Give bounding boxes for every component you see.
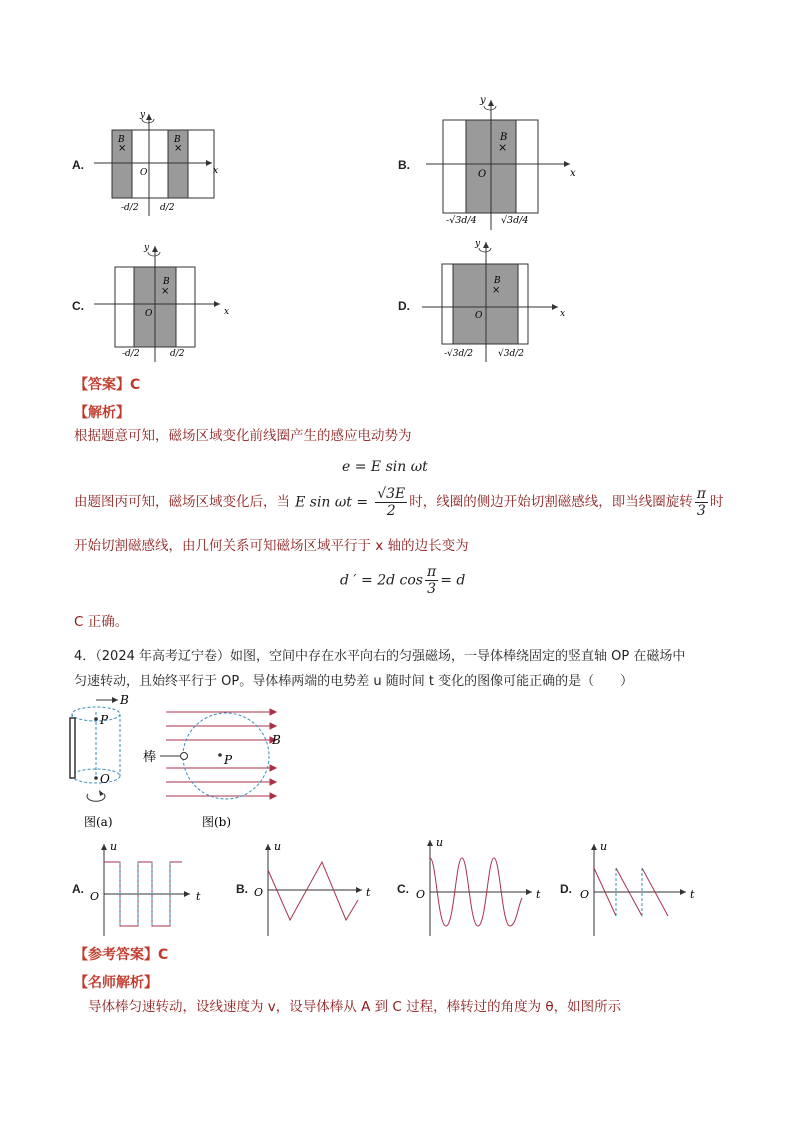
ref-answer-tag: 【参考答案】 [74, 947, 158, 963]
graph-a [86, 840, 216, 940]
option-b-y: y [480, 95, 486, 106]
option-a-b2: B [174, 135, 181, 145]
graph-a-label: A. [72, 882, 84, 896]
answer-value: C [130, 377, 141, 393]
option-d-x: x [560, 309, 566, 319]
option-d-tick-right: √3d/2 [498, 349, 524, 359]
graph-b-u: u [274, 840, 282, 853]
option-c-label: C. [72, 299, 84, 313]
option-c-diagram [90, 240, 240, 365]
analysis-line2-pi: $\frac{\pi}{3}$ [696, 486, 706, 520]
analysis-tag: 【解析】 [74, 405, 130, 421]
graph-d-t: t [690, 888, 695, 901]
option-c-tick-left: -d/2 [122, 349, 140, 359]
option-d-label: D. [398, 299, 410, 313]
graph-c-label: C. [397, 882, 409, 896]
option-c-y: y [144, 243, 150, 253]
teacher-line1: 导体棒匀速转动，设线速度为 v，设导体棒从 A 到 C 过程，棒转过的角度为 θ，如图所示 [88, 999, 622, 1015]
analysis-formula1: e = E sin ωt [342, 459, 428, 475]
svg-text:×: × [118, 143, 127, 154]
figure-b-caption: 图(b) [202, 815, 232, 829]
option-a-b1: B [118, 135, 125, 145]
svg-text:×: × [161, 286, 170, 297]
option-a-origin: O [140, 168, 148, 178]
figure-a-o: O [100, 772, 110, 786]
graph-b-t: t [366, 886, 371, 899]
option-b-tick-right: √3d/4 [501, 215, 529, 226]
option-a-label: A. [72, 158, 84, 172]
teacher-tag: 【名师解析】 [74, 975, 158, 991]
svg-text:×: × [492, 285, 501, 296]
answer-tag: 【答案】 [74, 377, 130, 393]
option-a-y: y [140, 110, 146, 120]
graph-b-o: O [254, 886, 264, 899]
figure-a-b: B [120, 693, 129, 707]
analysis-line2-c: 时 [709, 493, 724, 510]
figure-b-p: P [224, 753, 233, 767]
analysis-line3: 开始切割磁感线，由几何关系可知磁场区域平行于 x 轴的边长变为 [74, 538, 469, 554]
option-c-tick-right: d/2 [170, 349, 185, 359]
ref-answer-value: C [158, 947, 169, 963]
option-d-diagram [418, 236, 578, 366]
option-d-tick-left: -√3d/2 [444, 349, 474, 359]
option-c-origin: O [145, 309, 153, 319]
graph-a-o: O [90, 890, 100, 903]
option-c-x: x [224, 307, 230, 317]
graph-c-u: u [436, 836, 444, 849]
figure-a-p: P [100, 713, 109, 727]
option-a-tick-left: -d/2 [121, 203, 139, 213]
figure-b-rod: 棒 [143, 750, 157, 765]
graph-d-o: O [580, 888, 590, 901]
graph-a-t: t [196, 890, 201, 903]
figure-a-caption: 图(a) [84, 815, 113, 829]
analysis-line2-b: 时，线圈的侧边开始切割磁感线，即当线圈旋转 [409, 493, 693, 510]
figure-b [140, 704, 290, 839]
analysis-conclusion: C 正确。 [74, 614, 129, 630]
graph-c-t: t [536, 888, 541, 901]
svg-text:×: × [174, 143, 183, 154]
svg-text:×: × [498, 141, 508, 154]
analysis-line2 [74, 486, 723, 519]
graph-d-label: D. [560, 882, 572, 896]
option-a-diagram [90, 108, 230, 218]
graph-c-o: O [416, 888, 426, 901]
analysis-line2-fraction: $\frac{√3E}{2}$ [377, 486, 406, 520]
answer-row [74, 374, 140, 394]
option-c-field: B [163, 277, 170, 287]
option-d-field: B [494, 276, 501, 286]
option-b-origin: O [478, 169, 487, 180]
analysis-line2-a: 由题图丙可知，磁场区域变化后，当 [74, 493, 290, 510]
option-a-tick-right: d/2 [160, 203, 175, 213]
graph-d [576, 840, 706, 940]
analysis-line1: 根据题意可知，磁场区域变化前线圈产生的感应电动势为 [74, 428, 412, 444]
graph-c [412, 836, 552, 940]
option-b-diagram [418, 92, 588, 232]
option-b-label: B. [398, 158, 410, 172]
option-d-y: y [475, 239, 481, 249]
graph-d-u: u [600, 840, 608, 853]
option-b-field: B [500, 132, 508, 143]
option-a-x: x [213, 166, 219, 176]
graph-b [250, 840, 380, 940]
analysis-line2-formula: E sin ωt = [295, 494, 369, 511]
question4-line2: 匀速转动，且始终平行于 OP。导体棒两端的电势差 u 随时间 t 变化的图像可能正确的是（ ） [74, 674, 634, 689]
option-b-tick-left: -√3d/4 [446, 215, 477, 226]
figure-b-b: B [272, 733, 281, 747]
option-b-x: x [570, 168, 576, 179]
ref-answer-row [74, 944, 168, 964]
graph-b-label: B. [236, 882, 248, 896]
analysis-formula2: d ′ = 2d cos $\frac{\pi}{3}$ = d [340, 564, 466, 598]
graph-a-u: u [110, 840, 118, 853]
option-d-origin: O [475, 311, 483, 321]
question4-line1: 4．（2024 年高考辽宁卷）如图，空间中存在水平向右的匀强磁场，一导体棒绕固定的竖直轴 OP 在磁场中 [74, 649, 686, 664]
